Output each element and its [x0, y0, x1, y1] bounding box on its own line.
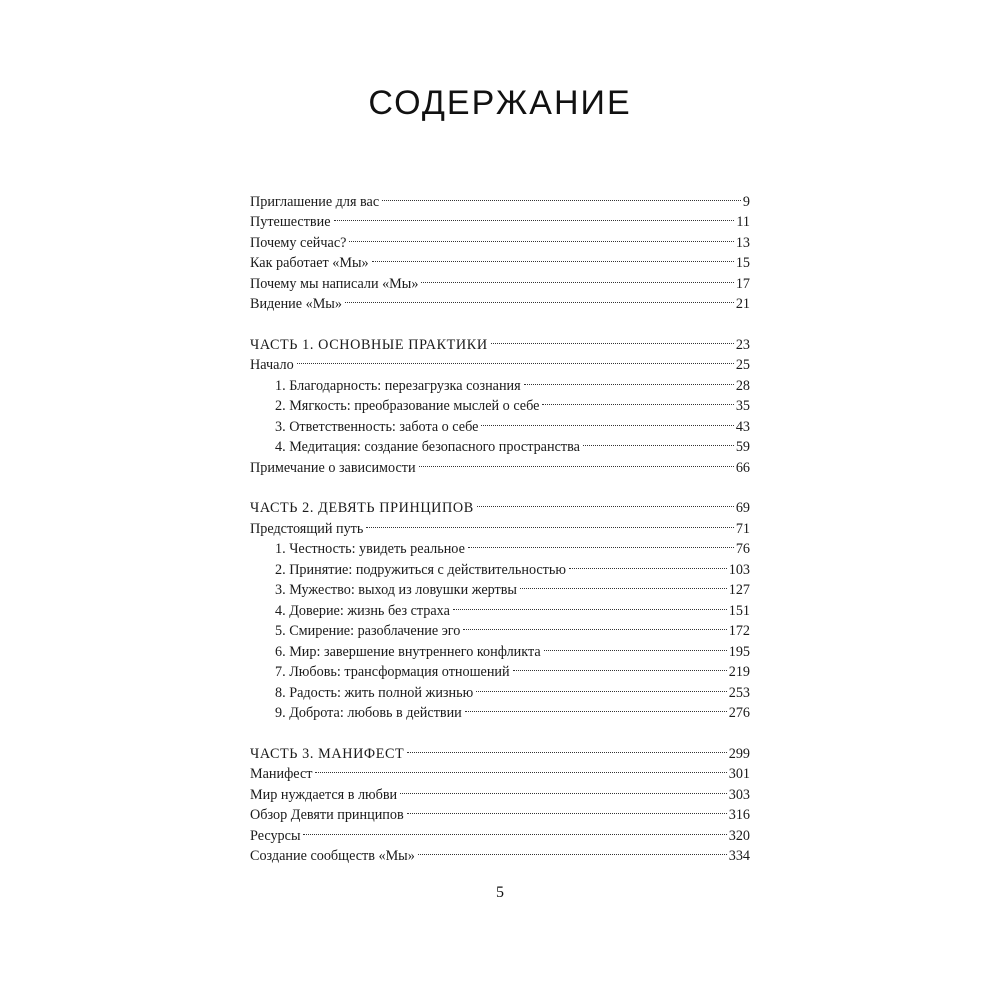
dot-leader	[382, 185, 741, 206]
page-title: СОДЕРЖАНИЕ	[368, 84, 632, 122]
toc-entry-title: 2. Принятие: подружиться с действительностью	[275, 561, 566, 578]
toc-section	[250, 328, 750, 476]
toc-entry-title: 1. Благодарность: перезагрузка сознания	[275, 377, 521, 394]
dot-leader	[315, 758, 726, 779]
toc-entry-title: Ресурсы	[250, 827, 301, 844]
dot-leader	[463, 615, 726, 636]
toc-entry-page: 35	[735, 398, 750, 414]
toc-entry-title: 3. Ответственность: забота о себе	[275, 418, 479, 435]
toc-entry	[250, 758, 750, 782]
toc-entry-title: ЧАСТЬ 3. МАНИФЕСТ	[250, 745, 405, 762]
dot-leader	[569, 553, 727, 574]
toc-entry-title: Обзор Девяти принципов	[250, 807, 404, 823]
toc-entry-page: 25	[735, 357, 750, 373]
dot-leader	[520, 574, 727, 595]
toc-entry-page: 303	[728, 786, 750, 803]
toc-entry-title: 6. Мир: завершение внутреннего конфликта	[275, 643, 541, 660]
toc-entry-page: 195	[728, 643, 750, 660]
toc-entry-page: 299	[728, 745, 750, 762]
toc-entry-title: Примечание о зависимости	[250, 459, 416, 476]
toc-entry-page: 66	[735, 459, 750, 476]
toc-entry-title: Почему сейчас?	[250, 234, 347, 251]
toc-entry-page: 151	[728, 602, 750, 619]
dot-leader	[407, 737, 726, 758]
toc-entry-title: 3. Мужество: выход из ловушки жертвы	[275, 582, 517, 598]
toc-entry-page: 69	[735, 500, 750, 516]
toc-entry-page: 316	[728, 807, 750, 823]
toc-entry-page: 320	[728, 827, 750, 844]
toc-entry-page: 103	[728, 561, 750, 578]
page-number: 5	[496, 884, 504, 901]
toc-entry-title: Почему мы написали «Мы»	[250, 275, 419, 292]
dot-leader	[421, 267, 733, 288]
toc-entry	[250, 819, 750, 844]
table-of-contents	[250, 185, 750, 864]
toc-entry	[250, 778, 750, 803]
toc-part-heading	[250, 492, 750, 516]
toc-entry-page: 127	[728, 582, 750, 598]
toc-part-heading	[250, 737, 750, 762]
toc-entry-title: 2. Мягкость: преобразование мыслей о себе	[275, 398, 540, 414]
toc-entry-page: 59	[735, 439, 750, 455]
toc-entry-title: Видение «Мы»	[250, 296, 342, 312]
toc-entry-page: 28	[735, 377, 750, 394]
dot-leader	[524, 369, 734, 390]
toc-part-heading	[250, 328, 750, 353]
dot-leader	[418, 840, 727, 861]
toc-entry-page: 11	[736, 214, 750, 230]
toc-entry-page: 43	[735, 418, 750, 435]
dot-leader	[453, 594, 727, 615]
toc-entry-page: 76	[735, 541, 750, 557]
toc-entry-title: Предстоящий путь	[250, 520, 364, 537]
dot-leader	[491, 328, 734, 349]
toc-entry-title: 4. Доверие: жизнь без страха	[275, 602, 450, 619]
toc-entry-title: Мир нуждается в любви	[250, 786, 398, 803]
toc-entry-page: 23	[735, 336, 750, 353]
toc-entry-page: 9	[742, 193, 750, 210]
toc-entry-title: 9. Доброта: любовь в действии	[275, 705, 462, 721]
toc-entry-title: 7. Любовь: трансформация отношений	[275, 664, 510, 680]
toc-entry-page: 301	[728, 766, 750, 782]
toc-entry-page: 13	[735, 234, 750, 251]
dot-leader	[465, 697, 727, 718]
toc-entry-title: ЧАСТЬ 2. ДЕВЯТЬ ПРИНЦИПОВ	[250, 500, 474, 516]
dot-leader	[297, 349, 734, 370]
toc-entry-title: 4. Медитация: создание безопасного пространства	[275, 439, 580, 455]
toc-entry-page: 17	[735, 275, 750, 292]
toc-section	[250, 737, 750, 864]
toc-entry-title: Как работает «Мы»	[250, 255, 369, 271]
dot-leader	[303, 819, 726, 840]
toc-entry-page: 219	[728, 664, 750, 680]
toc-entry-title: Приглашение для вас	[250, 193, 380, 210]
toc-entry-page: 21	[735, 296, 750, 312]
toc-entry-page: 15	[735, 255, 750, 271]
dot-leader	[400, 778, 727, 799]
toc-entry-page: 334	[728, 848, 750, 864]
toc-entry-page: 172	[728, 623, 750, 639]
toc-entry-title: 5. Смирение: разоблачение эго	[275, 623, 461, 639]
dot-leader	[334, 206, 735, 227]
toc-entry-title: 1. Честность: увидеть реальное	[275, 541, 465, 557]
dot-leader	[345, 288, 734, 309]
dot-leader	[583, 431, 734, 452]
toc-entry-page: 71	[735, 520, 750, 537]
toc-entry	[250, 349, 750, 373]
toc-entry-title: 8. Радость: жить полной жизнью	[275, 684, 474, 701]
dot-leader	[468, 533, 734, 554]
toc-entry-title: Путешествие	[250, 214, 331, 230]
dot-leader	[349, 226, 733, 247]
toc-entry-page: 253	[728, 684, 750, 701]
toc-entry-page: 276	[728, 705, 750, 721]
toc-entry	[250, 185, 750, 210]
toc-section	[250, 185, 750, 312]
toc-entry-title: Манифест	[250, 766, 313, 782]
dot-leader	[513, 656, 727, 677]
toc-section	[250, 492, 750, 721]
toc-entry-title: Создание сообществ «Мы»	[250, 848, 415, 864]
dot-leader	[544, 635, 727, 656]
dot-leader	[542, 390, 733, 411]
toc-entry	[250, 369, 750, 394]
dot-leader	[476, 676, 727, 697]
dot-leader	[481, 410, 733, 431]
dot-leader	[419, 451, 734, 472]
dot-leader	[366, 512, 733, 533]
dot-leader	[407, 799, 727, 820]
toc-entry-title: Начало	[250, 357, 294, 373]
dot-leader	[477, 492, 734, 513]
dot-leader	[372, 247, 734, 268]
toc-entry-title: ЧАСТЬ 1. ОСНОВНЫЕ ПРАКТИКИ	[250, 336, 488, 353]
toc-entry	[250, 840, 750, 864]
